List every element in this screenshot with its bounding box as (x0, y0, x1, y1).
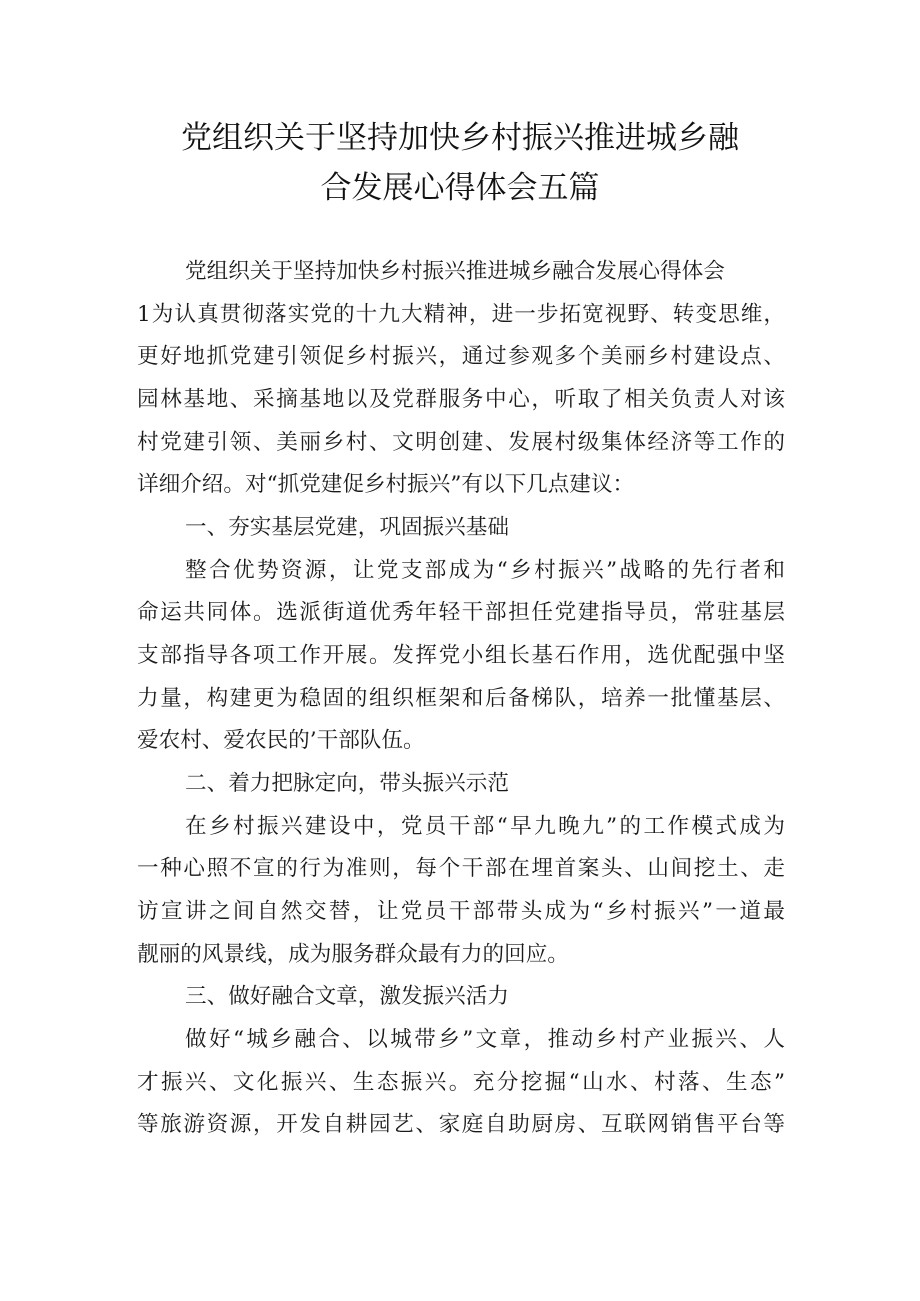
body-line: 党组织关于坚持加快乡村振兴推进城乡融合发展心得体会 (185, 259, 725, 284)
body-line: 详细介绍。对“抓党建促乡村振兴”有以下几点建议： (137, 472, 635, 497)
body-line: 力量，构建更为稳固的组织框架和后备梯队，培养一批懂基层、 (137, 686, 785, 711)
section-heading-3: 三、做好融合文章，激发振兴活力 (185, 984, 509, 1009)
body-line: 爱农村、爱农民的’干部队伍。 (137, 728, 425, 753)
body-line: 访宣讲之间自然交替，让党员干部带头成为“乡村振兴”一道最 (137, 899, 785, 924)
body-line: 整合优势资源，让党支部成为“乡村振兴”战略的先行者和 (185, 558, 785, 583)
body-line: 园林基地、采摘基地以及党群服务中心，听取了相关负责人对该 (137, 387, 785, 412)
body-line: 在乡村振兴建设中，党员干部“早九晚九”的工作模式成为 (185, 814, 785, 839)
body-line: 村党建引领、美丽乡村、文明创建、发展村级集体经济等工作的 (137, 430, 785, 455)
body-line: 支部指导各项工作开展。发挥党小组长基石作用，选优配强中坚 (137, 643, 785, 668)
body-line: 命运共同体。选派街道优秀年轻干部担任党建指导员，常驻基层 (137, 600, 785, 625)
body-line: 才振兴、文化振兴、生态振兴。充分挖掘“山水、村落、生态” (137, 1070, 785, 1095)
body-line: 1为认真贯彻落实党的十九大精神，进一步拓宽视野、转变思维， (137, 302, 785, 327)
section-heading-1: 一、夯实基层党建，巩固振兴基础 (185, 515, 509, 540)
body-line: 等旅游资源，开发自耕园艺、家庭自助厨房、互联网销售平台等 (137, 1112, 785, 1137)
section-heading-2: 二、着力把脉定向，带头振兴示范 (185, 771, 509, 796)
body-line: 靓丽的风景线，成为服务群众最有力的回应。 (137, 942, 569, 967)
body-line: 更好地抓党建引领促乡村振兴，通过参观多个美丽乡村建设点、 (137, 344, 785, 369)
body-line: 做好“城乡融合、以城带乡”文章，推动乡村产业振兴、人 (185, 1027, 785, 1052)
document-title-line-2: 合发展心得体会五篇 (320, 170, 600, 206)
body-line: 一种心照不宣的行为准则，每个干部在埋首案头、山间挖土、走 (137, 856, 785, 881)
document-title-line-1: 党组织关于坚持加快乡村振兴推进城乡融 (181, 120, 739, 156)
